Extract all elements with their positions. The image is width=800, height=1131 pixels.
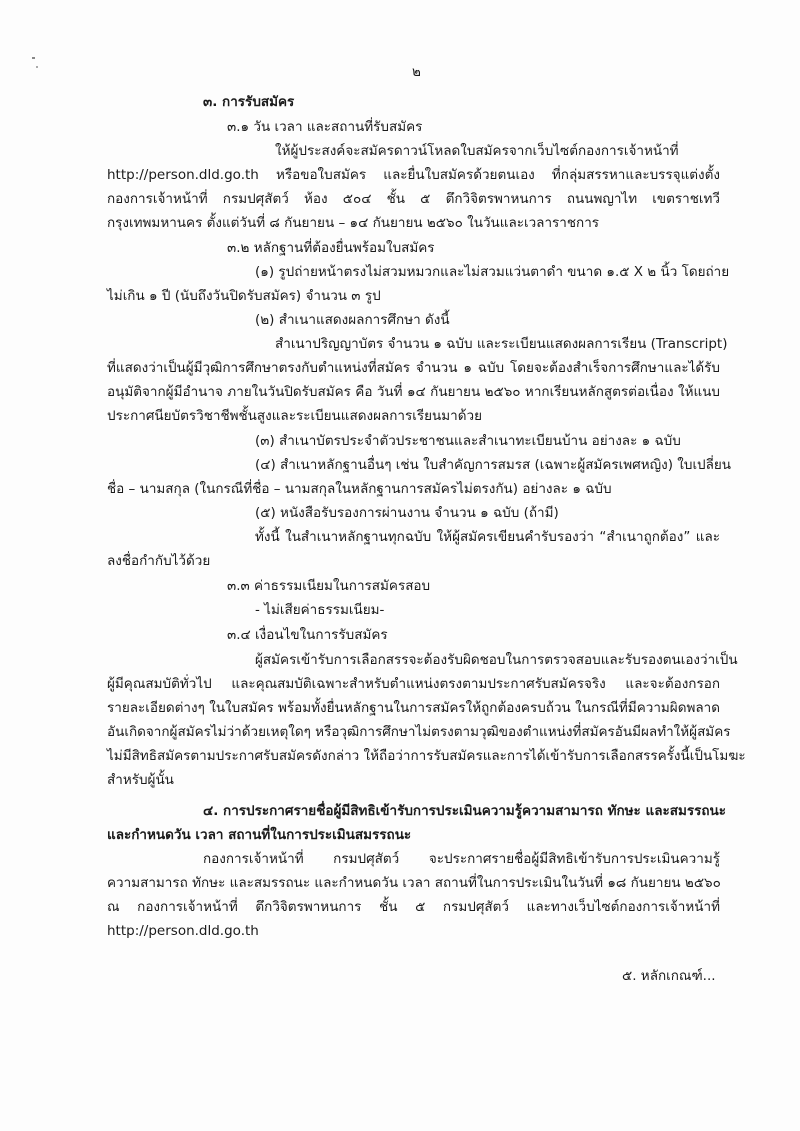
page-number: ๒ bbox=[412, 64, 421, 80]
paragraph-line: รายละเอียดต่างๆ ในใบสมัคร พร้อมทั้งยื่นหลักฐานในการสมัครให้ถูกต้องครบถ้วน ในกรณีที่มีความผิดพลาด bbox=[107, 700, 720, 716]
paragraph-line: ไม่มีสิทธิสมัครตามประกาศรับสมัครดังกล่าว ให้ถือว่าการรับสมัครและการได้เข้ารับการเลือกสรรครั้งนี้เป็นโมฆะ bbox=[107, 748, 746, 764]
paragraph-line: ความสามารถ ทักษะ และสมรรถนะ และกำหนดวัน เวลา สถานที่ในการประเมินในวันที่ ๑๘ กันยายน ๒๕๖๐ bbox=[107, 875, 721, 891]
subsection-3-3-heading: ๓.๓ ค่าธรรมเนียมในการสมัครสอบ bbox=[227, 578, 431, 594]
paragraph-line: อนุมัติจากผู้มีอำนาจ ภายในวันปิดรับสมัคร คือ วันที่ ๑๔ กันยายน ๒๕๖๐ หากเรียนหลักสูตรต่อเนื่อง ให้แนบ bbox=[107, 384, 720, 400]
subsection-3-2-heading: ๓.๒ หลักฐานที่ต้องยื่นพร้อมใบสมัคร bbox=[227, 240, 435, 256]
section-4-heading: ๔. การประกาศรายชื่อผู้มีสิทธิเข้ารับการประเมินความรู้ความสามารถ ทักษะ และสมรรถนะ bbox=[203, 803, 727, 819]
paragraph-line: ไม่เกิน ๑ ปี (นับถึงวันปิดรับสมัคร) จำนวน ๓ รูป bbox=[107, 288, 381, 304]
paragraph-line: ที่แสดงว่าเป็นผู้มีวุฒิการศึกษาตรงกับตำแหน่งที่สมัคร จำนวน ๑ ฉบับ โดยจะต้องสำเร็จการศึกษาและได้รับ bbox=[107, 360, 720, 376]
paragraph-line: สำหรับผู้นั้น bbox=[107, 772, 174, 788]
paragraph-line: อันเกิดจากผู้สมัครไม่ว่าด้วยเหตุใดๆ หรือวุฒิการศึกษาไม่ตรงตามวุฒิของตำแหน่งที่สมัครอันมีผลทำให้ผู้สมัคร bbox=[107, 724, 731, 740]
paragraph-line: สำเนาปริญญาบัตร จำนวน ๑ ฉบับ และระเบียนแสดงผลการเรียน (Transcript) bbox=[275, 336, 728, 352]
paragraph-line: กองการเจ้าหน้าที่ กรมปศุสัตว์ ห้อง ๕๐๔ ชั้น ๕ ตึกวิจิตรพาหนการ ถนนพญาไท เขตราชเทวี bbox=[107, 191, 720, 207]
paragraph-line: ผู้สมัครเข้ารับการเลือกสรรจะต้องรับผิดชอบในการตรวจสอบและรับรองตนเองว่าเป็น bbox=[255, 652, 738, 668]
paragraph-line: - ไม่เสียค่าธรรมเนียม- bbox=[255, 602, 385, 618]
scan-speck bbox=[32, 57, 35, 59]
paragraph-line: ผู้มีคุณสมบัติทั่วไป และคุณสมบัติเฉพาะสำหรับตำแหน่งตรงตามประกาศรับสมัครจริง และจะต้องกรอก bbox=[107, 676, 720, 692]
paragraph-line: ให้ผู้ประสงค์จะสมัครดาวน์โหลดใบสมัครจากเว็บไซต์กองการเจ้าหน้าที่ bbox=[275, 143, 679, 159]
paragraph-line: กรุงเทพมหานคร ตั้งแต่วันที่ ๘ กันยายน – ๑๔ กันยายน ๒๕๖๐ ในวันและเวลาราชการ bbox=[107, 215, 600, 231]
scan-speck bbox=[36, 66, 38, 68]
paragraph-line: ประกาศนียบัตรวิชาชีพชั้นสูงและระเบียนแสดงผลการเรียนมาด้วย bbox=[107, 408, 483, 424]
paragraph-line: (๓) สำเนาบัตรประจำตัวประชาชนและสำเนาทะเบียนบ้าน อย่างละ ๑ ฉบับ bbox=[255, 433, 681, 449]
paragraph-line: ทั้งนี้ ในสำเนาหลักฐานทุกฉบับ ให้ผู้สมัครเขียนคำรับรองว่า “สำเนาถูกต้อง” และ bbox=[255, 529, 720, 545]
paragraph-line: (๔) สำเนาหลักฐานอื่นๆ เช่น ใบสำคัญการสมรส (เฉพาะผู้สมัครเพศหญิง) ใบเปลี่ยน bbox=[255, 457, 732, 473]
section-4-heading-cont: และกำหนดวัน เวลา สถานที่ในการประเมินสมรรถนะ bbox=[107, 827, 412, 843]
paragraph-line: http://person.dld.go.th bbox=[107, 923, 259, 939]
paragraph-line: กองการเจ้าหน้าที่ กรมปศุสัตว์ จะประกาศรายชื่อผู้มีสิทธิเข้ารับการประเมินความรู้ bbox=[203, 851, 720, 867]
paragraph-line: ณ กองการเจ้าหน้าที่ ตึกวิจิตรพาหนการ ชั้น ๕ กรมปศุสัตว์ และทางเว็บไซต์กองการเจ้าหน้าที่ bbox=[107, 899, 720, 915]
subsection-3-4-heading: ๓.๔ เงื่อนไขในการรับสมัคร bbox=[227, 627, 388, 643]
paragraph-line: http://person.dld.go.th หรือขอใบสมัคร และยื่นใบสมัครด้วยตนเอง ที่กลุ่มสรรหาและบรรจุแต่งตั้ง bbox=[107, 167, 720, 183]
continuation-marker: ๕. หลักเกณฑ์... bbox=[622, 968, 716, 984]
paragraph-line: (๕) หนังสือรับรองการผ่านงาน จำนวน ๑ ฉบับ (ถ้ามี) bbox=[255, 505, 559, 521]
paragraph-line: ชื่อ – นามสกุล (ในกรณีที่ชื่อ – นามสกุลในหลักฐานการสมัครไม่ตรงกัน) อย่างละ ๑ ฉบับ bbox=[107, 481, 612, 497]
subsection-3-1-heading: ๓.๑ วัน เวลา และสถานที่รับสมัคร bbox=[227, 119, 423, 135]
paragraph-line: ลงชื่อกำกับไว้ด้วย bbox=[107, 553, 211, 569]
paragraph-line: (๑) รูปถ่ายหน้าตรงไม่สวมหมวกและไม่สวมแว่นตาดำ ขนาด ๑.๕ X ๒ นิ้ว โดยถ่าย bbox=[255, 264, 730, 280]
section-3-heading: ๓. การรับสมัคร bbox=[203, 94, 295, 110]
paragraph-line: (๒) สำเนาแสดงผลการศึกษา ดังนี้ bbox=[255, 312, 450, 328]
